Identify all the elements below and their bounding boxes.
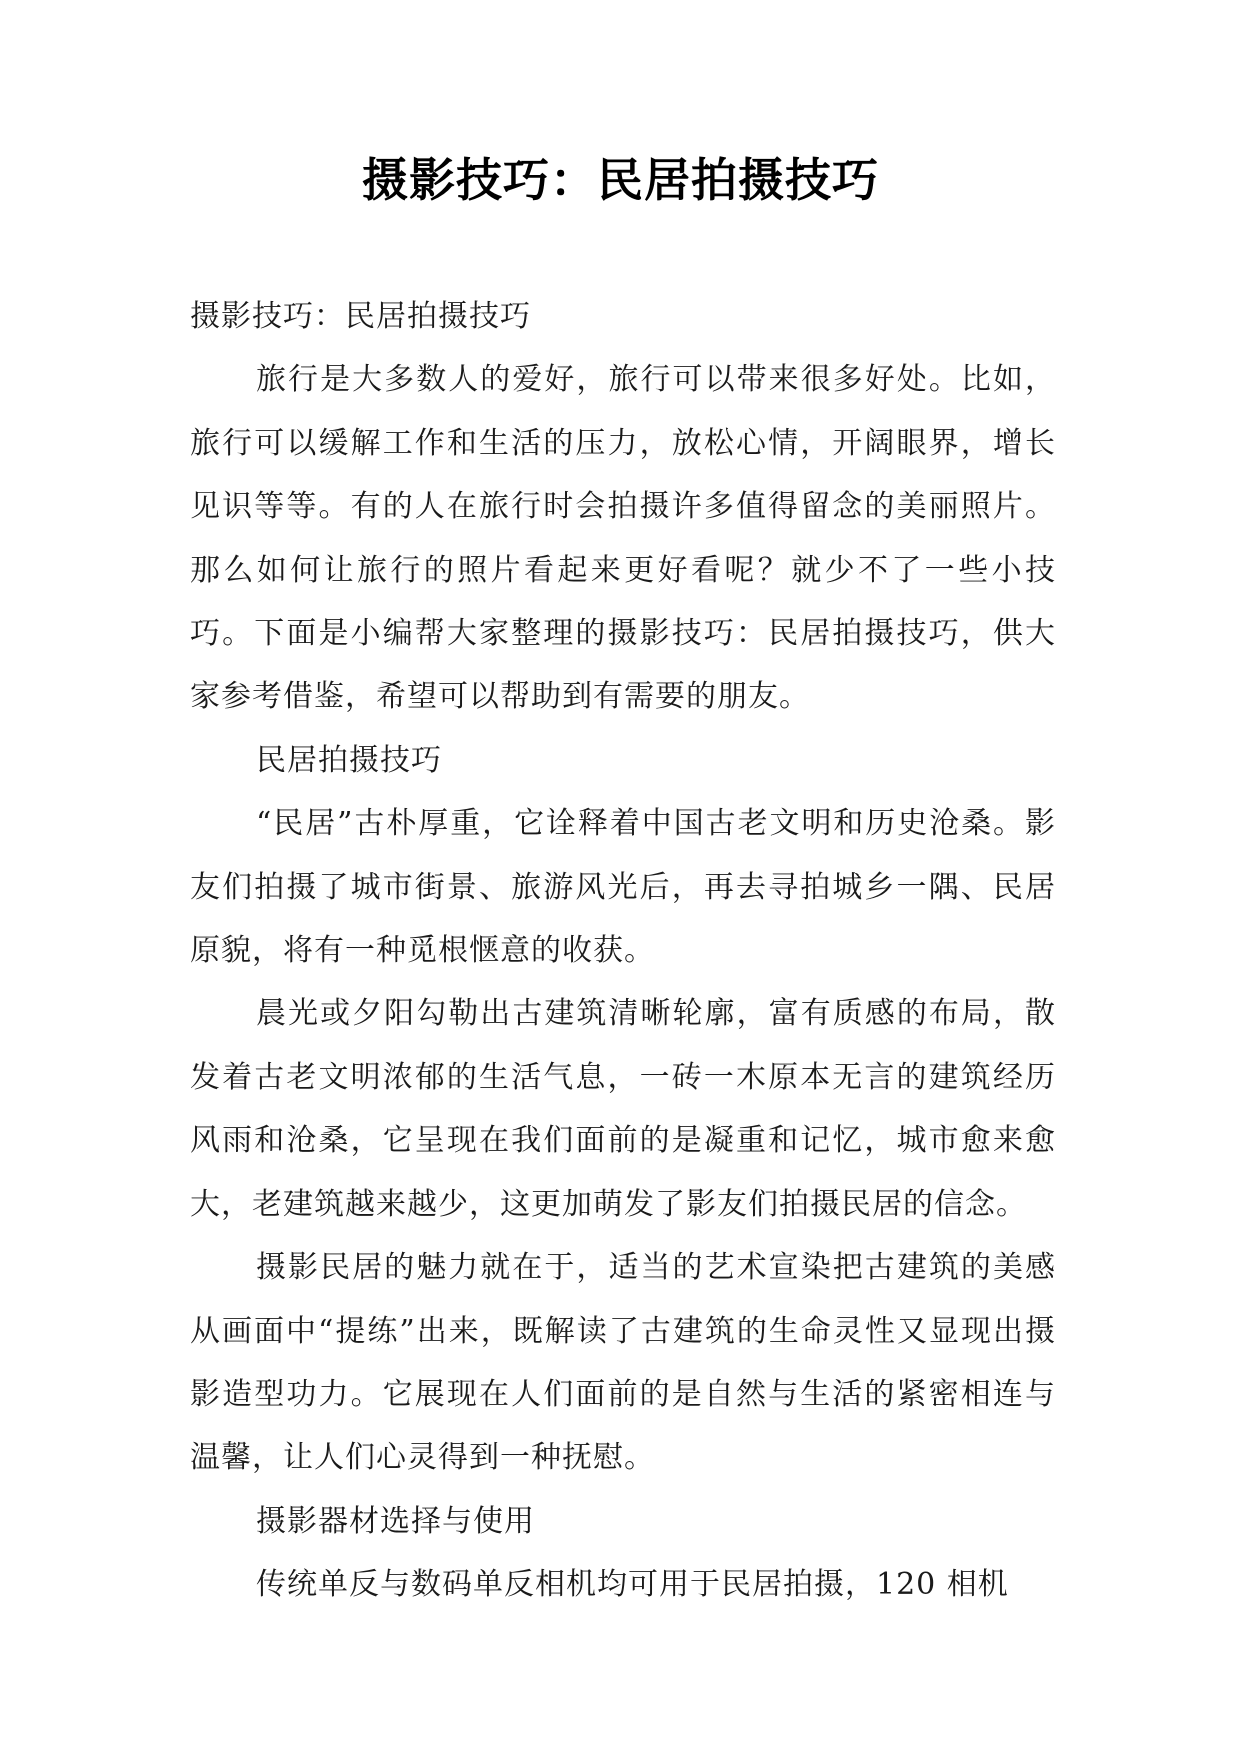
section-heading-equipment: 摄影器材选择与使用 [256, 1503, 535, 1539]
paragraph-subtitle: 摄影技巧：民居拍摄技巧 [190, 299, 531, 334]
paragraph-charm: 摄影民居的魅力就在于，适当的艺术宣染把古建筑的美感从画面中“提练”出来，既解读了古建筑的生命灵性又显现出摄影造型功力。它展现在人们面前的是自然与生活的紧密相连与温馨，让人们心灵得到一种抚慰。 [190, 1250, 1056, 1476]
paragraph-lighting: 晨光或夕阳勾勒出古建筑清晰轮廓，富有质感的布局，散发着古老文明浓郁的生活气息，一砖一木原本无言的建筑经历风雨和沧桑，它呈现在我们面前的是凝重和记忆，城市愈来愈大，老建筑越来越少，这更加萌发了影友们拍摄民居的信念。 [190, 996, 1056, 1222]
paragraph-intro: 旅行是大多数人的爱好，旅行可以带来很多好处。比如，旅行可以缓解工作和生活的压力，放松心情，开阔眼界，增长见识等等。有的人在旅行时会拍摄许多值得留念的美丽照片。那么如何让旅行的照片看起来更好看呢？就少不了一些小技巧。下面是小编帮大家整理的摄影技巧：民居拍摄技巧，供大家参考借鉴，希望可以帮助到有需要的朋友。 [190, 362, 1056, 715]
document-body [190, 285, 1056, 1617]
paragraph-minju-description: “民居”古朴厚重，它诠释着中国古老文明和历史沧桑。影友们拍摄了城市街景、旅游风光后，再去寻拍城乡一隅、民居原貌，将有一种觅根惬意的收获。 [190, 806, 1056, 969]
section-heading-techniques: 民居拍摄技巧 [256, 742, 442, 778]
paragraph-cameras: 传统单反与数码单反相机均可用于民居拍摄，120 相机 [256, 1567, 1009, 1603]
document-title: 摄影技巧：民居拍摄技巧 [362, 153, 879, 207]
